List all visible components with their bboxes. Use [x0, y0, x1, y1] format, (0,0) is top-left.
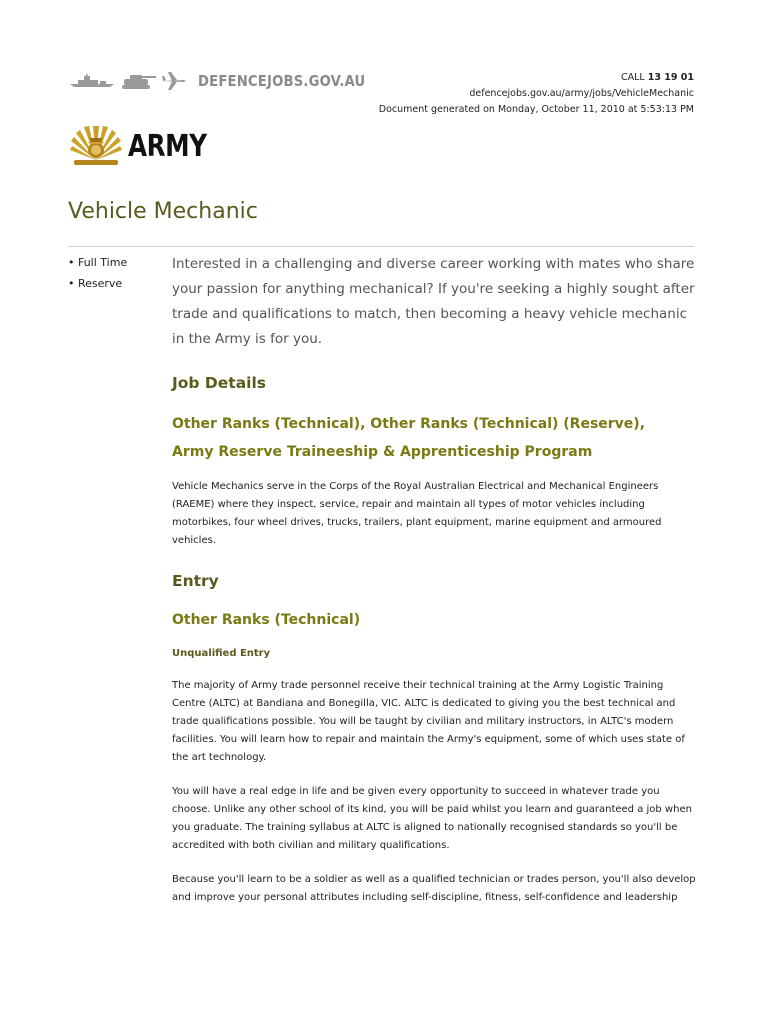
entry-paragraph-1: The majority of Army trade personnel receive their technical training at the Army Logistic Training Centre (ALTC) at Bandiana and Bonegilla, VIC. ALTC is dedicated to giving you the best technical and trade qualifications possible. You will be taught by civilian and military instructors, in ALTC's modern facilities. You will learn how to repair and maintain the Army's equipment, some of which uses state of the art technology. — [172, 680, 685, 763]
entry-paragraph-3: Because you'll learn to be a soldier as well as a qualified technician or trades person, you'll also develop and improve your personal attributes including self-discipline, fitness, self-confidence and leadership — [172, 874, 696, 903]
job-description: Vehicle Mechanics serve in the Corps of the Royal Australian Electrical and Mechanical Engineers (RAEME) where they inspect, service, repair and maintain all types of motor vehicles including motorbikes, four wheel drives, trucks, trailers, plant equipment, marine equipment and armoured vehicles. — [172, 481, 662, 546]
entry-heading: Entry — [172, 572, 219, 590]
generated-date: Document generated on Monday, October 11, 2010 at 5:53:13 PM — [378, 104, 694, 115]
army-wordmark: ARMY — [128, 128, 207, 164]
army-logo — [68, 126, 224, 166]
call-line — [379, 70, 694, 86]
job-details-heading: Job Details — [172, 374, 267, 392]
page-url[interactable]: defencejobs.gov.au/army/jobs/VehicleMechanic — [469, 88, 694, 99]
tag-full-time: • Full Time — [68, 256, 128, 269]
header-info — [379, 70, 694, 118]
jet-icon — [162, 72, 186, 90]
call-label: CALL — [620, 72, 645, 83]
tag-reserve: • Reserve — [68, 277, 123, 290]
employment-type-list — [68, 252, 127, 294]
call-number: 13 19 01 — [647, 72, 694, 83]
entry-paragraph-2: You will have a real edge in life and be given every opportunity to succeed in whatever trade you choose. Unlike any other school of its kind, you will be paid whilst you learn and guaranteed a job when you graduate. The training syllabus at ALTC is aligned to nationally recognised standards so you'll be accredited with both civilian and military qualifications. — [172, 786, 692, 851]
tank-icon — [120, 73, 156, 89]
ranks-heading — [172, 410, 697, 466]
ranks-line-1: Other Ranks (Technical), Other Ranks (Technical) (Reserve), — [172, 416, 646, 432]
rising-sun-badge-icon — [68, 126, 124, 166]
silhouettes — [70, 72, 186, 90]
ranks-line-2: Army Reserve Traineeship & Apprenticeship Program — [172, 444, 593, 460]
defencejobs-logo[interactable] — [70, 68, 388, 94]
unqualified-entry-heading: Unqualified Entry — [172, 648, 271, 659]
main-content — [172, 252, 697, 907]
entry-subheading: Other Ranks (Technical) — [172, 612, 361, 628]
site-name: DEFENCEJOBS.GOV.AU — [198, 72, 366, 90]
ship-icon — [70, 74, 114, 88]
page-title: Vehicle Mechanic — [68, 199, 258, 224]
title-divider — [68, 246, 694, 247]
intro-paragraph: Interested in a challenging and diverse career working with mates who share your passion for anything mechanical? If you're seeking a highly sought after trade and qualifications to match, then becoming a heavy vehicle mechanic in the Army is for you. — [172, 256, 695, 347]
